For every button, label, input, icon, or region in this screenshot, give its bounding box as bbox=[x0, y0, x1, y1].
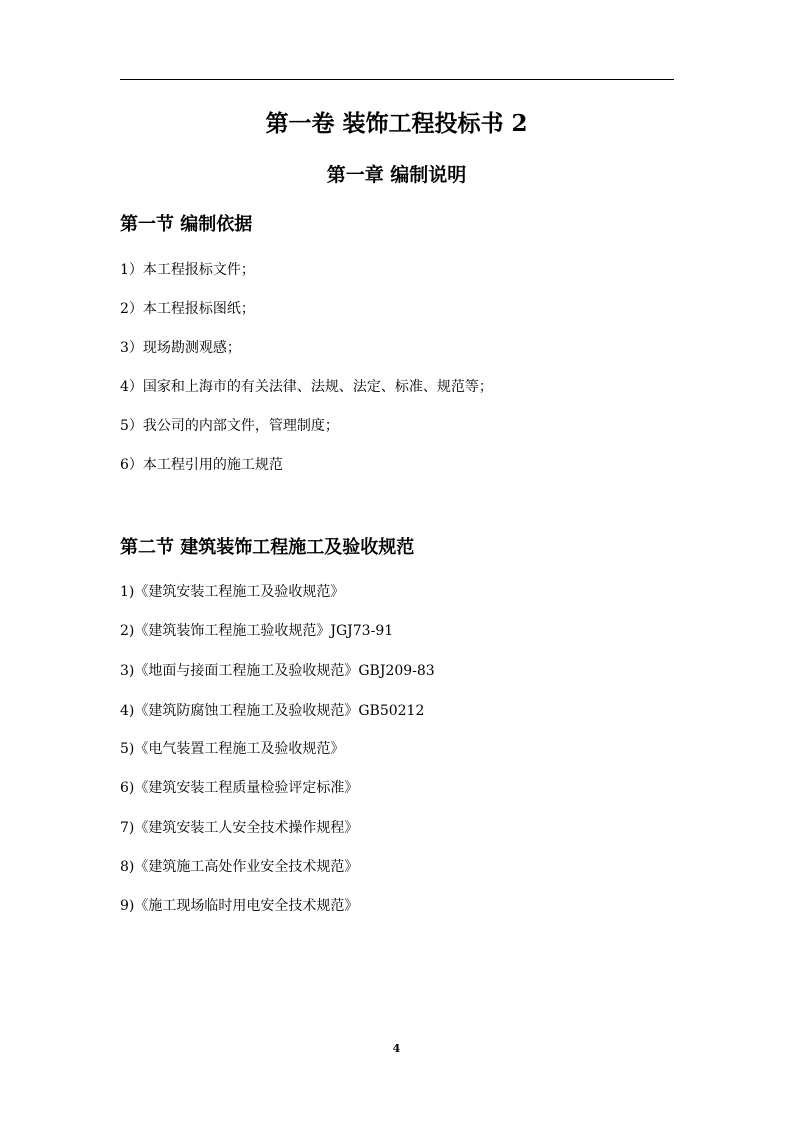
list-item: 2)《建筑装饰工程施工验收规范》JGJ73-91 bbox=[120, 623, 394, 639]
list-item: 8)《建筑施工高处作业安全技术规范》 bbox=[120, 859, 359, 875]
list-item: 9)《施工现场临时用电安全技术规范》 bbox=[120, 898, 359, 914]
header-rule bbox=[120, 79, 674, 80]
list-item: 2）本工程报标图纸； bbox=[120, 301, 255, 317]
volume-title: 第一卷 装饰工程投标书 2 bbox=[265, 110, 528, 137]
list-item: 4）国家和上海市的有关法律、法规、法定、标准、规范等； bbox=[120, 379, 493, 395]
chapter-title: 第一章 编制说明 bbox=[326, 164, 467, 186]
section-title-specifications: 第二节 建筑装饰工程施工及验收规范 bbox=[120, 537, 415, 558]
list-item: 5)《电气装置工程施工及验收规范》 bbox=[120, 741, 345, 757]
list-item: 6）本工程引用的施工规范 bbox=[120, 457, 283, 473]
list-item: 6)《建筑安装工程质量检验评定标准》 bbox=[120, 780, 359, 796]
list-item: 3)《地面与接面工程施工及验收规范》GBJ209-83 bbox=[120, 663, 435, 679]
list-item: 1）本工程报标文件； bbox=[120, 262, 255, 278]
page-number: 4 bbox=[392, 1042, 401, 1055]
section-title-basis: 第一节 编制依据 bbox=[120, 214, 253, 235]
list-item: 7)《建筑安装工人安全技术操作规程》 bbox=[120, 820, 359, 836]
list-item: 3）现场勘测观感； bbox=[120, 340, 241, 356]
list-item: 5）我公司的内部文件，管理制度； bbox=[120, 418, 339, 434]
list-item: 4)《建筑防腐蚀工程施工及验收规范》GB50212 bbox=[120, 703, 425, 719]
list-item: 1)《建筑安装工程施工及验收规范》 bbox=[120, 584, 345, 600]
